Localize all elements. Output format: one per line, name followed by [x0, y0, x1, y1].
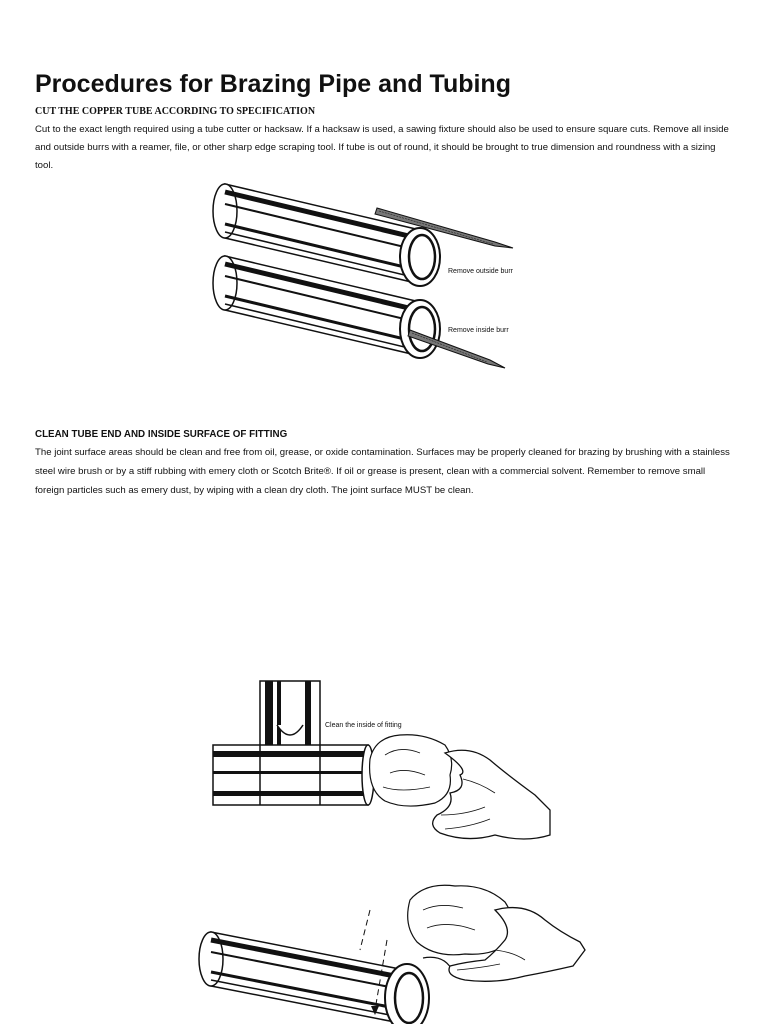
cleaning-cloth	[370, 735, 452, 806]
tee-branch	[260, 681, 320, 753]
section-body-cut: Cut to the exact length required using a tube cutter or hacksaw. If a hacksaw is used, a sawing fixture should also be used to ensure square cuts. Remove all inside and outside burrs with a reamer, file, or other sharp edge scraping tool. If tube is out of round, it should be brought to true dimension and roundness with a sizing tool.	[35, 124, 729, 171]
section-body-clean: The joint surface areas should be clean and free from oil, grease, or oxide contamination. Surfaces may be properly cleaned for brazing by brushing with a stainless steel wire brush or by a stiff rubbing with emery cloth or Scotch Brite®. If oil or grease is present, clean with a commercial solvent. Remember to remove small foreign particles such as emery dust, by wiping with a clean dry cloth. The joint surface MUST be clean.	[35, 447, 730, 496]
label-clean-inside-fitting: Clean the inside of fitting	[325, 722, 402, 729]
tube-cleaned	[199, 932, 453, 1024]
section-heading-clean: CLEAN TUBE END AND INSIDE SURFACE OF FITTING	[35, 429, 288, 440]
label-remove-inside-burr: Remove inside burr	[448, 327, 509, 334]
figure-clean-tube	[195, 880, 590, 1024]
section-heading-cut: CUT THE COPPER TUBE ACCORDING TO SPECIFICATION	[35, 106, 316, 117]
cleaning-cloth-2	[408, 885, 513, 955]
page-title: Procedures for Brazing Pipe and Tubing	[35, 70, 511, 98]
figure-remove-burr	[205, 178, 525, 373]
tee-body	[213, 745, 374, 805]
figure-clean-fitting	[205, 675, 565, 855]
label-remove-outside-burr: Remove outside burr	[448, 268, 513, 275]
